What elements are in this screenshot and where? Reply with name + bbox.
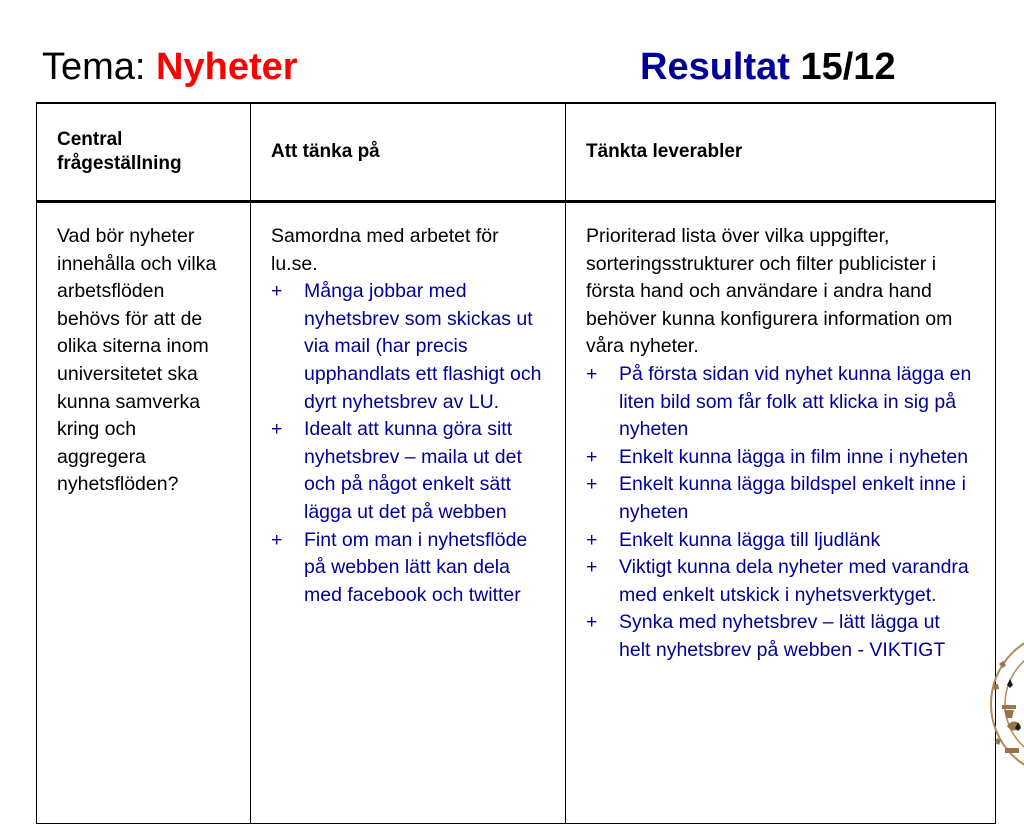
list-item: + Många jobbar med nyhetsbrev som skickas ut via mail (har precis upphandlats ett flashigt och dyrt nyhetsbrev av LU.: [271, 278, 545, 416]
deliverables-intro: Prioriterad lista över vilka uppgifter, sorteringsstrukturer och filter publicister i första hand och användare i andra hand behöver kunna konfigurera information om våra nyheter.: [586, 225, 953, 358]
content-table: [36, 102, 996, 824]
central-question-text: Vad bör nyheter innehålla och vilka arbetsflöden behövs för att de olika siterna inom universitetet ska kunna samverka kring och aggregera nyhetsflöden?: [57, 225, 217, 496]
header-consider: Att tänka på: [251, 103, 566, 202]
slide-title: [42, 44, 298, 90]
title-prefix: Tema:: [42, 46, 157, 88]
header-deliverables: Tänkta leverabler: [566, 103, 996, 202]
list-item: + Synka med nyhetsbrev – lätt lägga ut helt nyhetsbrev på webben - VIKTIGT: [586, 609, 975, 664]
cell-consider: [251, 202, 566, 824]
cell-central-question: [37, 202, 251, 824]
list-item: + Fint om man i nyhetsflöde på webben lätt kan dela med facebook och twitter: [271, 527, 545, 610]
list-item: + Enkelt kunna lägga bildspel enkelt inne i nyheten: [586, 471, 975, 526]
list-item: + Enkelt kunna lägga in film inne i nyheten: [586, 444, 975, 472]
cell-deliverables: [566, 202, 996, 824]
university-seal-icon: [985, 630, 1024, 783]
result-label: Resultat: [640, 46, 790, 88]
header-central-question: Central frågeställning: [37, 103, 251, 202]
list-item: + Idealt att kunna göra sitt nyhetsbrev – maila ut det och på något enkelt sätt lägga ut det på webben: [271, 416, 545, 526]
header-row: [37, 103, 996, 202]
title-topic: Nyheter: [156, 46, 298, 88]
list-item: + Viktigt kunna dela nyheter med varandra med enkelt utskick i nyhetsverktyget.: [586, 554, 975, 609]
result-heading: [640, 44, 896, 90]
consider-list: [271, 278, 545, 609]
consider-intro: Samordna med arbetet för lu.se.: [271, 225, 499, 275]
list-item: + Enkelt kunna lägga till ljudlänk: [586, 527, 975, 555]
deliverables-list: [586, 361, 975, 665]
result-date: 15/12: [789, 46, 896, 88]
list-item: + På första sidan vid nyhet kunna lägga en liten bild som får folk att klicka in sig på nyheten: [586, 361, 975, 444]
content-row: [37, 202, 996, 824]
